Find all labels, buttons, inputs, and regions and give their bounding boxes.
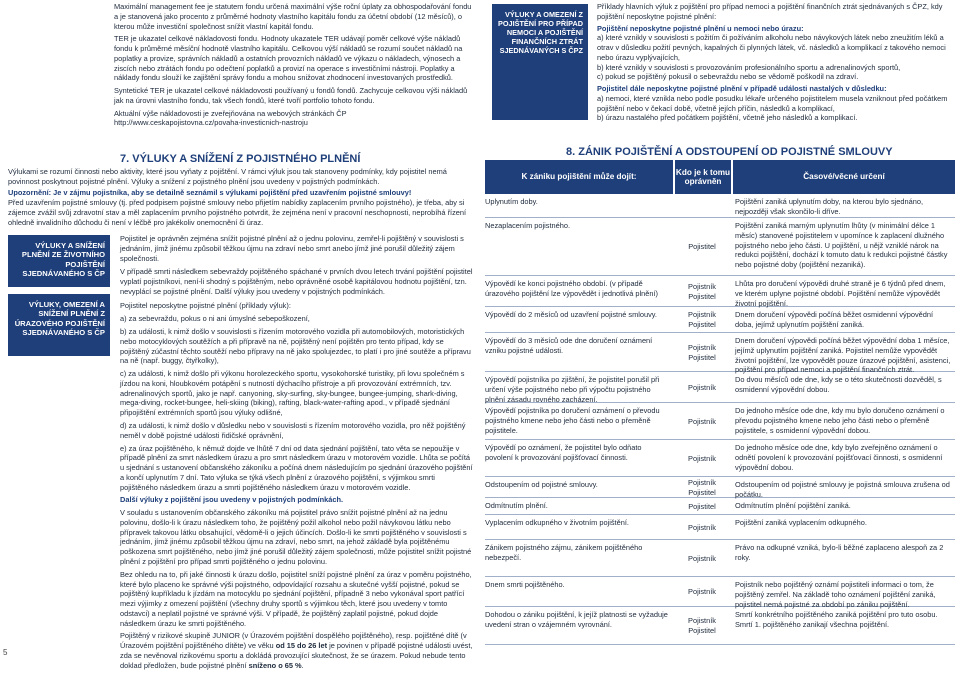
who-cell: Pojistník	[688, 382, 716, 392]
who-cell: Pojistník	[688, 587, 716, 597]
more-exclusions: Další výluky z pojištění jsou uvedeny v pojistných podmínkách.	[120, 495, 344, 505]
warning-text: Upozornění: Je v zájmu pojistníka, aby se detailně seznámil s výlukami pojištění před uzavřením pojistné smlouvy!	[8, 187, 412, 197]
who-cell: Pojistník	[688, 522, 716, 532]
table-row	[485, 218, 955, 276]
no-payment-heading: Pojištění neposkytne pojistné plnění u nemoci nebo úrazu:	[597, 23, 804, 33]
cause-cell: Vyplacením odkupného v životním pojištění.	[485, 518, 629, 527]
table-row	[485, 194, 955, 218]
item-b2: b) úrazu nastalého před počátkem pojištění, včetně jeho následků a komplikací.	[597, 113, 858, 123]
time-cell: Do jednoho měsíce ode dne, kdy bylo zveřejněno oznámení o odnětí povolení k provozování pojišťovací činnosti, s osmidenní výpovědní dobou.	[735, 443, 943, 472]
section-7-intro-block	[8, 167, 474, 231]
section-7-title: 7. VÝLUKY A SNÍŽENÍ Z POJISTNÉHO PLNĚNÍ	[120, 153, 361, 165]
item-a2: a) nemoci, které vznikla nebo podle posudku lékaře určeného pojistitelem musela vzniknout před počátkem pojištění nebo v čekací době, včetně jejích příčin, následků a komplikací,	[597, 93, 948, 113]
time-cell: Odstoupením od pojistné smlouvy je pojistná smlouva zrušena od počátku.	[735, 480, 950, 499]
who-cell: Pojistník Pojistitel	[688, 477, 716, 497]
table-row	[485, 577, 955, 607]
who-cell: Pojistitel	[688, 501, 716, 511]
table-row	[485, 307, 955, 333]
table-row	[485, 372, 955, 403]
item-a: a) které vznikly v souvislosti s požitím či požíváním alkoholu nebo návykových látek nebo zneužitím léků a otrav v důsledku požití pevných, kapalných či plynných látek, vč. následků a komplikací z takového nemoci nebo úrazu vyplývajících,	[597, 33, 946, 62]
table-row	[485, 540, 955, 577]
item-c: c) pokud se pojištěný pokusil o sebevraždu nebo se vědomě poškodil na zdraví.	[597, 72, 859, 82]
header-time: Časové/věcné určení	[733, 160, 955, 194]
exclusions-illness-box: VÝLUKY A OMEZENÍ Z POJIŠTĚNÍ PRO PŘÍPAD NEMOCI A POJIŠTĚNÍ FINANČNÍCH ZTRÁT SJEDNÁVANÝCH S ČPZ	[492, 4, 588, 120]
ter-paragraph: TER je ukazatel celkové nákladovosti fondu. Hodnoty ukazatele TER udávají poměr celkové výše nákladů fondu k průměrné měsíční hodnotě vlastního kapitálu. Celkovou výší nákladů se rozumí součet nákladů na poplatky a provize, správních nákladů a ostatních provozních nákladů ve výkazu o nákladech, výnosech a ziscích nebo ztrátách fondu po odečtení poplatků a provizí na operace s investičními nástroji. Poplatky a náklady fondu slouží ke zajištění správy fondu a mohou snižovat zhodnocení investovaných prostředků.	[114, 34, 463, 83]
table-row	[485, 498, 955, 515]
who-cell	[675, 194, 729, 218]
cause-cell: Výpovědí do 3 měsíců ode dne doručení oznámení vzniku pojistné události.	[485, 336, 653, 355]
cost-info-paragraph: Aktuální výše nákladovosti je zveřejňována na webových stránkách ČP	[114, 108, 347, 118]
time-cell: Smrtí konkrétního pojištěného zaniká pojištění pro tuto osobu. Smrtí 1. pojištěného zanikají všechna pojištění.	[735, 610, 938, 629]
table-row	[485, 607, 955, 645]
time-cell: Lhůta pro doručení výpovědi druhé straně je 6 týdnů před dnem, ve kterém uplyne pojistné období. Pojištění nemůže výpovědět životní pojištění.	[735, 279, 946, 308]
accident-exclusions-box: VÝLUKY, OMEZENÍ A SNÍŽENÍ PLNĚNÍ Z ÚRAZOVÉHO POJIŠTĚNÍ SJEDNÁVANÉHO S ČP	[8, 294, 110, 356]
time-cell: Odmítnutím plnění pojištění zaniká.	[735, 501, 851, 510]
management-fee-paragraph: Maximální management fee je statutem fondu určená maximální výše roční úplaty za obhospodařování fondu a je stanovená jako procento z průměrné hodnoty vlastního kapitálu fondu za účetní období (12 měsíců), o kterou může investiční společnost snížit vlastní kapitál fondu.	[114, 2, 472, 31]
header-cause: K zániku pojištění může dojít:	[485, 160, 673, 194]
cause-cell: Výpovědí pojistníka po zjištění, že pojistitel porušil při určení výše pojistného nebo při výpočtu pojistného plnění zásadu rovného zacházení.	[485, 375, 660, 404]
item-b: b) které vznikly v souvislosti s provozováním profesionálního sportu a adrenalinových sportů,	[597, 62, 901, 72]
reduce-paragraph: Pojistitel je oprávněn zejména snížit pojistné plnění až o jednu polovinu, zemřel-li pojištěný v souvislosti s jednáním, jímž jinému způsobil těžkou újmu na zdraví nebo smrt anebo jímž jiné porušil důležitý zájem společnosti.	[120, 234, 464, 263]
time-cell: Pojištění zaniká vyplacením odkupného.	[735, 518, 867, 527]
header-who: Kdo je k tomu oprávněn	[675, 160, 731, 194]
who-cell: Pojistitel	[688, 242, 716, 252]
examples-intro: Příklady hlavních výluk z pojištění pro případ nemoci a pojištění finančních ztrát sjednávaných s ČPZ, kdy pojištění neposkytne pojistné plnění:	[597, 2, 943, 21]
who-cell: Pojistník Pojistitel	[688, 342, 716, 362]
table-row	[485, 477, 955, 498]
top-right-text	[597, 2, 955, 123]
junior-age: od 15 do 26 let	[275, 641, 328, 651]
who-cell: Pojistník	[688, 553, 716, 563]
exclusions-intro: Výlukami se rozumí činnosti nebo aktivity, které jsou vyňaty z pojištění. V rámci výluk jsou tak stanoveny podmínky, kdy pojistitel nemá povinnost poskytnout pojistné plnění. Výluky a snížení z pojistného plnění jsou uvedeny v pojistných podmínkách.	[8, 167, 447, 186]
table-row	[485, 276, 955, 307]
time-cell: Právo na odkupné vzniká, bylo-li běžné zaplaceno alespoň za 2 roky.	[735, 543, 944, 562]
who-cell: Pojistník	[688, 416, 716, 426]
further-heading: Pojistitel dále neposkytne pojistné plnění v případě události nastalých v důsledku:	[597, 84, 887, 94]
synthetic-ter-paragraph: Syntetické TER je ukazatel celkové nákladovosti používaný u fondů fondů. Zachycuje celkovou výši nákladů jak na úrovni vlastního fondu, tak všech fondů, které tvoří portfolio tohoto fondu.	[114, 86, 468, 105]
exclusion-item-d: d) za události, k nimž došlo v důsledku nebo v souvislosti s řízením motorového vozidla, pro něž pojištěný neměl v době pojistné události řidičské oprávnění,	[120, 421, 466, 440]
cause-cell: Odstoupením od pojistné smlouvy.	[485, 480, 598, 489]
cause-cell: Zánikem pojistného zájmu, zánikem pojištěného nebezpečí.	[485, 543, 643, 562]
junior-text-1: Pojištěný v rizikové skupině JUNIOR (v Úrazovém pojištění dospělého pojištěného), resp. pojištěné dítě (v Úrazovém pojištění pojištěného dítěte) ve věku	[120, 631, 467, 651]
cause-cell: Výpovědí po oznámení, že pojistitel bylo odňato povolení k provozování pojišťovací činnosti.	[485, 443, 642, 462]
time-cell: Do jednoho měsíce ode dne, kdy mu bylo doručeno oznámení o převodu pojistného kmene nebo jeho části nebo o přeměně pojistitele, s osmidenní výpovědní dobou.	[735, 406, 945, 435]
cause-cell: Nezaplacením pojistného.	[485, 221, 571, 230]
health-paragraph: Před uzavřením pojistné smlouvy (tj. před podpisem pojistné smlouvy nebo přijetím nabídky zaplacením prvního pojistného), je třeba, aby si zájemce zvážil svůj zdravotní stav a měl zaplacením prvního pojistného potvrdit, že zejména není v pracovní neschopnosti, neprobíhá řízení ohledně invalidního důchodu či není v léčbě pro jakékoliv onemocnění či úraz.	[8, 198, 467, 227]
junior-reduction: sníženo o 65 %	[248, 660, 302, 670]
table-row	[485, 403, 955, 440]
exclusion-item-b: b) za události, k nimž došlo v souvislosti s řízením motorového vozidla při automobilových, motoristických nebo motocyklových soutěžích a při přípravě na ně, pojištěný není pojištěn pro tento případ, kdy se pojištěný zúčastní těchto soutěží nebo přípravy na ně jako spolujezdec, to platí i pro jiné soutěže a přípravu na ně (např. buggy, čtyřkolky),	[120, 327, 471, 366]
examples-heading: Pojistitel neposkytne pojistné plnění (příklady výluk):	[120, 300, 291, 310]
who-cell: Pojistník Pojistitel	[688, 616, 716, 635]
junior-text-2: je povinen v případě pojistné události uvést, zda se nevěnoval rizikovému sportu a dokládá provozující skutečnost, že se úrazem. Pokud nebude tento doklad předložen, bude pojistné plnění	[120, 641, 473, 670]
cause-cell: Odmítnutím plnění.	[485, 501, 548, 510]
junior-paragraph	[120, 631, 474, 670]
motorcycle-paragraph: Bez ohledu na to, při jaké činnosti k úrazu došlo, pojistitel sníží pojistné plnění za úraz v poměru pojistného, které bylo placeno ke správné výši pojistného, odpovídající rozsahu a skutečné vyšší pojistné, pokud se pojištěný kupříkladu k jízdám na motocyklu po sjednání pojištění, případně 3 nebo vykonával sport patřící mezi výjimky z omezení pojištění (všechny druhy sportů s výjimkou těch, které jsou uvedeny v tomto odstavci) a neplatil pojistné ve správné výši. V případě, že pojištěný zaplatil pojistné, pokud dojde následkem úrazu ke smrti pojištěného.	[120, 569, 472, 628]
time-cell: Do dvou měsíců ode dne, kdy se o této skutečnosti dozvěděl, s osmidenní výpovědní dobou.	[735, 375, 942, 394]
exclusion-item-e: e) za úraz pojištěného, k němuž dojde ve lhůtě 7 dní od data sjednání pojištění, tato věta se nepoužije v případě plnění za smrt následkem úrazu a pro smrt následkem úrazu v motorovém vozidle. Lhůta se počítá u sjednání s ustanovení občanského zákoníku a počíná dnem následujícím po sjednání úrazového pojištění a končí uplynutím 7 dní. Tato výluka se týká všech plnění z úrazového pojištění, s výjimkou smrti pojištěného následkem úrazu a smrti pojištěného následkem úrazu v motorovém vozidle.	[120, 443, 473, 492]
who-cell: Pojistník Pojistitel	[688, 281, 716, 301]
who-cell: Pojistník	[688, 453, 716, 463]
table-row	[485, 333, 955, 375]
page-number: 5	[3, 648, 8, 657]
time-cell: Pojistník nebo pojištěný oznámí pojistiteli informaci o tom, že pojištěný zemřel. Na základě toho oznámení pojištění zaniká, pojistitel nemá pojistné za období po zániku pojištění.	[735, 580, 936, 609]
cause-cell: Výpovědí ke konci pojistného období. (v případě úrazového pojištění lze výpovědět i jednotlivá plnění)	[485, 279, 658, 298]
exclusion-item-c: c) za události, k nimž došlo při výkonu horolezeckého sportu, vysokohorské turistiky, při lovu společném s jízdou na koni, hloubkovém potápění s nutností dýchacího přístroje a při provozování extrémních, tzv. adrenalinových sportů, jako je např. canyoning, sky-surfing, sky-bungee, bungee-jumping, shark-diving, mega-diving, rocket-bungee, heli-skiing (biking), rafting, black-water-rafting apod., v případě sjednání připojištění extrémních sportů jsou výluky odlišné,	[120, 369, 465, 418]
table-row	[485, 515, 955, 540]
alcohol-paragraph: V souladu s ustanovením občanského zákoníku má pojistitel právo snížit pojistné plnění až na jednu polovinu, došlo-li k úrazu následkem toho, že pojištěný požil alkohol nebo požil návykovou látku nebo přípravek takovou látku obsahující, vědomě-li o jejich účincích. Došlo-li ke smrti pojištěného v souvislosti s jednáním, jímž jinému způsobil těžkou újmu na zdraví, nebo smrt, na jehož základě byla pojištěnému poškozena smrt pojištěného, nebo jímž jiné porušil důležitý zájem společnosti, může pojistitel snížit pojistné plnění z pojištění pro případ smrti pojištěného o jednu polovinu.	[120, 508, 472, 566]
section-8-title: 8. ZÁNIK POJIŠTĚNÍ A ODSTOUPENÍ OD POJISTNÉ SMLOUVY	[566, 146, 893, 158]
time-cell: Dnem doručení výpovědi počíná běžet výpovědní doba 1 měsíce, jejímž uplynutím pojištění zaniká. Pojistitel nemůže vypovědět životní pojištění, lze vypovědět pouze úrazové pojištění, asistenci, pojištění pro případ nemoci a pojištění finančních ztrát.	[735, 336, 951, 375]
cause-cell: Výpovědí pojistníka po doručení oznámení o převodu pojistného kmene nebo jeho části nebo o přeměně pojistitele.	[485, 406, 660, 435]
who-cell: Pojistník Pojistitel	[688, 310, 716, 329]
cause-cell: Výpovědí do 2 měsíců od uzavření pojistné smlouvy.	[485, 310, 657, 319]
section-7-body	[120, 234, 474, 673]
cause-cell: Dnem smrti pojištěného.	[485, 580, 565, 589]
top-left-text	[114, 2, 472, 131]
cause-cell: Uplynutím doby.	[485, 197, 538, 206]
suicide-paragraph: V případě smrti následkem sebevraždy pojištěného spáchané v prvních dvou letech trvání pojištění pojistitel vyplatí pojistníkovi, není-li shodný s pojištěným, nebo oprávněné osobě kapitálovou hodnotu pojištění, tzn. nevyplácí se pojistné plnění. Další výluky jsou uvedeny v pojistných podmínkách.	[120, 267, 473, 296]
life-exclusions-box: VÝLUKY A SNÍŽENÍ PLNĚNÍ ZE ŽIVOTNÍHO POJIŠTĚNÍ SJEDNÁVANÉHO S ČP	[8, 235, 110, 287]
time-cell: Pojištění zaniká uplynutím doby, na kterou bylo sjednáno, nejpozději však skončilo-li dříve.	[735, 197, 924, 216]
cause-cell: Dohodou o zániku pojištění, k jejíž platnosti se vyžaduje uvedení stran o vzájemném vyrovnání.	[485, 610, 668, 629]
table-row	[485, 440, 955, 477]
cp-url-link[interactable]: http://www.ceskapojistovna.cz/povaha-investicnich-nastroju	[114, 118, 308, 128]
time-cell: Dnem doručení výpovědi počíná běžet osmidenní výpovědní doba, jejímž uplynutím pojištění zaniká.	[735, 310, 934, 329]
exclusion-item-a: a) za sebevraždu, pokus o ni ani úmyslné sebepoškození,	[120, 314, 310, 324]
time-cell: Pojištění zaniká marným uplynutím lhůty (v minimální délce 1 měsíc) stanovené pojistitelem v upomínce k zaplacení dlužného pojistného nebo jeho části. U pojištění, u nějž vzniklé nárok na redukci pojištění, dochází k tomuto datu k redukci pojistné částky nebo pojistné doby (pojištění nezaniká).	[735, 221, 948, 270]
junior-text-3: .	[301, 660, 304, 670]
